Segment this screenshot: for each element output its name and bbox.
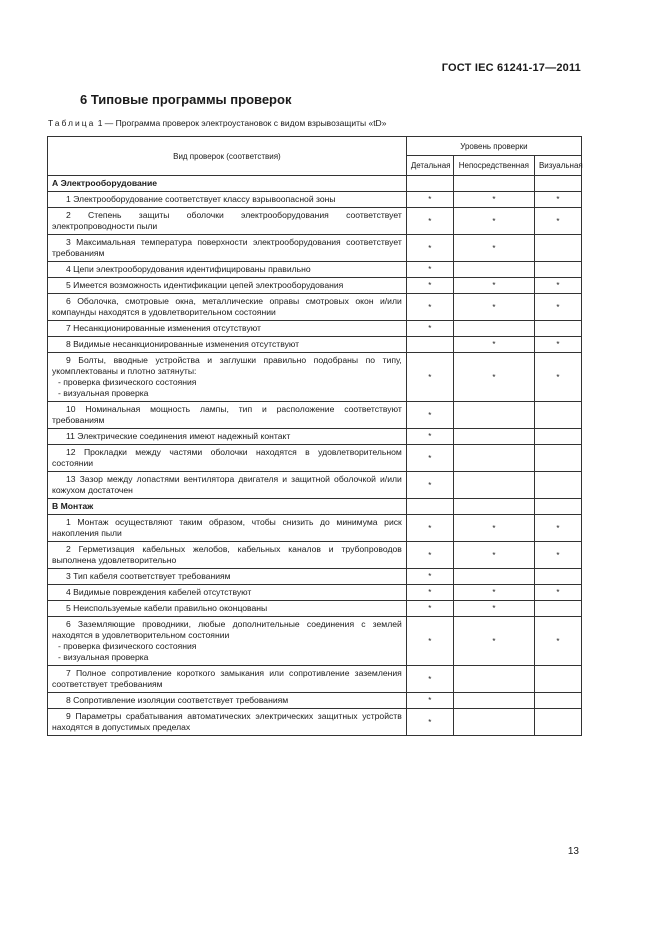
mark-direct — [453, 569, 534, 585]
mark-detailed: * — [406, 445, 453, 472]
row-description — [48, 515, 407, 542]
mark-visual — [534, 429, 581, 445]
row-text: 4 Цепи электрооборудования идентифицированы правильно — [66, 264, 311, 274]
mark-visual: * — [534, 208, 581, 235]
table-row — [48, 262, 582, 278]
table-row — [48, 402, 582, 429]
mark-detailed: * — [406, 569, 453, 585]
group-row — [48, 176, 582, 192]
mark-direct — [453, 472, 534, 499]
mark-direct: * — [453, 235, 534, 262]
mark-detailed: * — [406, 617, 453, 666]
row-description — [48, 445, 407, 472]
mark-visual — [534, 693, 581, 709]
row-subitem: - проверка физического состояния — [58, 377, 197, 387]
row-text: 10 Номинальная мощность лампы, тип и расположение соответствуют требованиям — [52, 404, 402, 425]
mark-direct: * — [453, 278, 534, 294]
table-row — [48, 429, 582, 445]
mark-visual: * — [534, 337, 581, 353]
table-row — [48, 208, 582, 235]
row-text: 8 Сопротивление изоляции соответствует требованиям — [66, 695, 289, 705]
row-description — [48, 262, 407, 278]
mark-direct: * — [453, 515, 534, 542]
mark-direct: * — [453, 192, 534, 208]
mark-direct — [453, 693, 534, 709]
row-description — [48, 666, 407, 693]
header-visual: Визуальная — [534, 156, 581, 176]
row-text: 6 Заземляющие проводники, любые дополнительные соединения с землей находятся в удовлетворительном состоянии — [52, 619, 402, 640]
group-b-title: В Монтаж — [48, 499, 407, 515]
mark-direct — [453, 666, 534, 693]
mark-visual: * — [534, 585, 581, 601]
mark-detailed: * — [406, 402, 453, 429]
mark-visual: * — [534, 192, 581, 208]
mark-visual: * — [534, 542, 581, 569]
row-description — [48, 569, 407, 585]
row-subitem: - визуальная проверка — [58, 652, 149, 662]
table-row — [48, 278, 582, 294]
mark-direct — [453, 445, 534, 472]
row-text: 3 Тип кабеля соответствует требованиям — [66, 571, 231, 581]
row-description — [48, 617, 407, 666]
table-row — [48, 601, 582, 617]
row-text: 8 Видимые несанкционированные изменения отсутствуют — [66, 339, 300, 349]
mark-detailed: * — [406, 709, 453, 736]
row-description — [48, 402, 407, 429]
table-row — [48, 666, 582, 693]
document-code: ГОСТ IEC 61241-17—2011 — [441, 62, 581, 74]
row-text: 7 Несанкционированные изменения отсутствуют — [66, 323, 261, 333]
table-row — [48, 192, 582, 208]
row-text: 2 Степень защиты оболочки электрооборудования соответствует электропроводности пыли — [52, 210, 402, 231]
row-text: 9 Болты, вводные устройства и заглушки правильно подобраны по типу, укомплектованы и плотно затянуты: — [52, 355, 402, 376]
row-description — [48, 601, 407, 617]
mark-visual: * — [534, 353, 581, 402]
mark-visual — [534, 666, 581, 693]
table-row — [48, 709, 582, 736]
mark-visual: * — [534, 278, 581, 294]
table-row — [48, 617, 582, 666]
mark-detailed: * — [406, 542, 453, 569]
table-caption-label: Таблица — [48, 118, 96, 128]
row-description — [48, 278, 407, 294]
mark-direct: * — [453, 617, 534, 666]
table-row — [48, 337, 582, 353]
mark-visual: * — [534, 617, 581, 666]
mark-visual — [534, 569, 581, 585]
group-row — [48, 499, 582, 515]
mark-detailed: * — [406, 429, 453, 445]
row-description — [48, 294, 407, 321]
row-description — [48, 321, 407, 337]
table-row — [48, 472, 582, 499]
mark-direct — [453, 402, 534, 429]
mark-visual — [534, 402, 581, 429]
table-caption-text: 1 — Программа проверок электроустановок с видом взрывозащиты «tD» — [95, 118, 387, 128]
header-inspection-type: Вид проверок (соответствия) — [48, 137, 407, 176]
group-a-title: А Электрооборудование — [48, 176, 407, 192]
header-detailed: Детальная — [406, 156, 453, 176]
mark-visual — [534, 321, 581, 337]
mark-visual — [534, 445, 581, 472]
mark-direct: * — [453, 585, 534, 601]
mark-direct: * — [453, 353, 534, 402]
row-text: 12 Прокладки между частями оболочки находятся в удовлетворительном состоянии — [52, 447, 402, 468]
group-a-body — [48, 176, 582, 499]
row-description — [48, 585, 407, 601]
mark-direct: * — [453, 208, 534, 235]
mark-detailed — [406, 337, 453, 353]
mark-visual — [534, 709, 581, 736]
mark-direct — [453, 709, 534, 736]
row-subitem: - визуальная проверка — [58, 388, 149, 398]
mark-detailed: * — [406, 601, 453, 617]
table-row — [48, 321, 582, 337]
row-text: 1 Монтаж осуществляют таким образом, чтобы снизить до минимума риск накопления пыли — [52, 517, 402, 538]
mark-visual — [534, 262, 581, 278]
table-row — [48, 235, 582, 262]
mark-detailed: * — [406, 208, 453, 235]
row-text: 5 Неиспользуемые кабели правильно оконцованы — [66, 603, 268, 613]
mark-detailed: * — [406, 353, 453, 402]
mark-direct — [453, 262, 534, 278]
mark-detailed: * — [406, 321, 453, 337]
row-text: 13 Зазор между лопастями вентилятора двигателя и защитной оболочкой и/или кожухом достаточен — [52, 474, 402, 495]
row-description — [48, 235, 407, 262]
mark-direct: * — [453, 294, 534, 321]
mark-detailed: * — [406, 472, 453, 499]
row-text: 1 Электрооборудование соответствует классу взрывоопасной зоны — [66, 194, 336, 204]
table-row — [48, 585, 582, 601]
mark-visual: * — [534, 294, 581, 321]
mark-detailed: * — [406, 235, 453, 262]
mark-detailed: * — [406, 294, 453, 321]
group-b-body — [48, 499, 582, 736]
mark-direct: * — [453, 337, 534, 353]
row-description — [48, 693, 407, 709]
row-description — [48, 472, 407, 499]
mark-detailed: * — [406, 192, 453, 208]
mark-visual — [534, 601, 581, 617]
row-text: 7 Полное сопротивление короткого замыкания или сопротивление заземления соответствует требованиям — [52, 668, 402, 689]
section-title: 6 Типовые программы проверок — [80, 92, 292, 107]
row-text: 4 Видимые повреждения кабелей отсутствуют — [66, 587, 252, 597]
mark-direct: * — [453, 542, 534, 569]
row-text: 2 Герметизация кабельных желобов, кабельных каналов и трубопроводов выполнена удовлетворительно — [52, 544, 402, 565]
row-description — [48, 709, 407, 736]
row-description — [48, 353, 407, 402]
mark-visual: * — [534, 515, 581, 542]
table-row — [48, 353, 582, 402]
row-description — [48, 337, 407, 353]
table-row — [48, 515, 582, 542]
row-subitem: - проверка физического состояния — [58, 641, 197, 651]
mark-detailed: * — [406, 262, 453, 278]
row-description — [48, 542, 407, 569]
mark-direct — [453, 321, 534, 337]
table-row — [48, 542, 582, 569]
mark-detailed: * — [406, 278, 453, 294]
mark-direct: * — [453, 601, 534, 617]
mark-detailed: * — [406, 693, 453, 709]
row-text: 11 Электрические соединения имеют надежный контакт — [66, 431, 291, 441]
mark-direct — [453, 429, 534, 445]
row-description — [48, 192, 407, 208]
table-row — [48, 693, 582, 709]
mark-detailed: * — [406, 585, 453, 601]
mark-visual — [534, 472, 581, 499]
mark-detailed: * — [406, 666, 453, 693]
row-text: 5 Имеется возможность идентификации цепей электрооборудования — [66, 280, 344, 290]
row-text: 3 Максимальная температура поверхности электрооборудования соответствует требованиям — [52, 237, 402, 258]
header-direct: Непосредственная — [453, 156, 534, 176]
inspection-table — [47, 136, 582, 736]
mark-visual — [534, 235, 581, 262]
table-row — [48, 445, 582, 472]
table-row — [48, 569, 582, 585]
header-inspection-level: Уровень проверки — [406, 137, 581, 156]
mark-detailed: * — [406, 515, 453, 542]
row-description — [48, 208, 407, 235]
table-row — [48, 294, 582, 321]
row-description — [48, 429, 407, 445]
row-text: 9 Параметры срабатывания автоматических электрических защитных устройств находятся в допустимых пределах — [52, 711, 402, 732]
page-number: 13 — [567, 846, 579, 857]
row-text: 6 Оболочка, смотровые окна, металлические оправы смотровых окон и/или компаунды находятся в удовлетворительном состоянии — [52, 296, 402, 317]
table-caption — [48, 118, 386, 128]
